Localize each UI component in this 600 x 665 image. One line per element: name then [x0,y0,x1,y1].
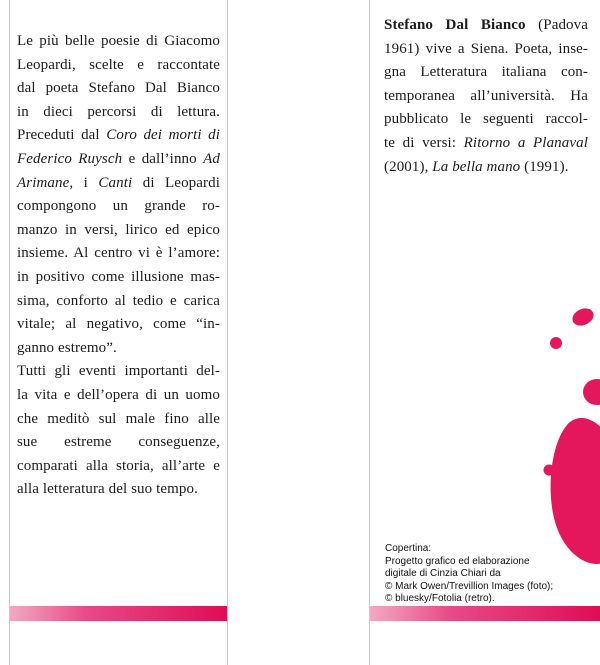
text-line: temporanea all’università. Ha [384,87,588,104]
text-line: manzo in versi, lirico ed epico [17,221,220,238]
text-line: digitale di Cinzia Chiari da [385,568,501,580]
text-line: Stefano Dal Bianco (Padova [384,17,589,33]
text-line: Arimane, i Canti di Leopardi [17,174,220,191]
text-line: la vita e dell’opera di un uomo [17,386,220,403]
text-line: gna Letteratura italiana con- [384,64,588,81]
text-line: Preceduti dal Coro dei morti di [17,127,221,144]
left-flap-description-text [17,30,220,502]
fold-line-left-edge [9,0,10,665]
text-line: Leopardi, scelte e raccontate [17,56,220,73]
pink-blob-edge [583,379,600,405]
text-line: Le più belle poesie di Giacomo [17,33,220,49]
text-line: comparati alla storia, all’arte e [17,457,220,474]
text-line: che meditò sul male fino alle [17,410,220,427]
pink-blob-large [551,418,600,564]
text-line: in dieci percorsi di lettura. [17,103,220,120]
pink-dot-ellipse [570,305,597,329]
text-line: insieme. Al centro vi è l’amore: [17,245,220,262]
text-line: 1961) vive a Siena. Poeta, inse- [384,40,588,57]
pink-splash-artwork [370,0,600,665]
text-line: te di versi: Ritorno a Planaval [384,134,588,151]
text-line: © bluesky/Fotolia (retro). [385,593,495,605]
text-line: Federico Ruysch e dall’inno Ad [17,150,220,167]
text-line: (2001), La bella mano (1991). [384,158,569,175]
text-line: Tutti gli eventi importanti del- [17,363,220,380]
fold-line-left-flap [227,0,228,665]
text-line: vitale; al negativo, come “in- [17,316,220,333]
text-line: compongono un grande ro- [17,198,220,215]
pink-dot-small [550,337,562,349]
text-line: sima, conforto al tedio e carica [17,292,220,309]
text-line: © Mark Owen/Trevillion Images (foto); [385,580,554,592]
text-line: ganno estremo”. [17,339,117,356]
text-line: alla letteratura del suo tempo. [17,481,198,498]
text-line: sue estreme conseguenze, [17,434,220,451]
text-line: dal poeta Stefano Dal Bianco [17,80,220,97]
text-line: pubblicato le seguenti raccol- [384,111,588,128]
pink-gradient-bar-right [370,606,600,621]
text-line: Progetto grafico ed elaborazione [385,555,530,567]
text-line: in positivo come illusione mas- [17,268,220,285]
text-line: Copertina: [385,543,432,554]
pink-gradient-bar-left [10,606,227,621]
